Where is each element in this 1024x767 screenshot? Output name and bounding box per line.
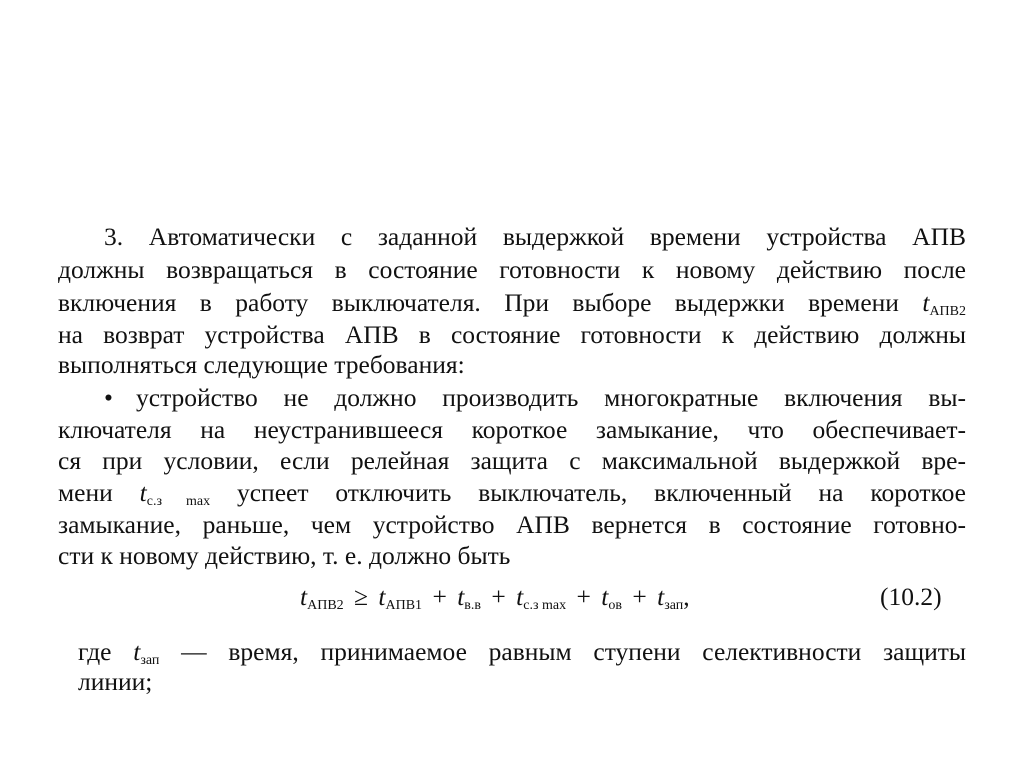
paragraph-line-1 [104,222,966,252]
bullet-line-4-text-a: мени [58,478,113,507]
where-line-1-text: — время, принимаемое равным ступени селективности защиты [181,637,967,666]
bullet-line-3-text: ся при условии, если релейная защита с максимальной выдержкой вре- [58,446,966,475]
bullet-icon: • [104,383,113,412]
plus-sign: + [432,582,447,611]
where-line-1 [78,637,966,667]
formula-comma: , [683,582,690,611]
formula-t-apv2: $t_{АПВ2}$ [300,582,344,613]
paragraph-line-5 [58,350,966,380]
bullet-line-6-text: сти к новому действию, т. е. должно быть [58,541,511,570]
bullet-line-5-text: замыкание, раньше, чем устройство АПВ вернется в состояние готовно- [58,510,966,539]
formula-t-sz-max: $t_{с.з max}$ [516,582,567,613]
bullet-line-3 [58,446,966,476]
where-prefix: где [78,637,112,666]
bullet-line-2 [58,415,966,445]
where-line-2 [78,667,152,697]
formula-t-vv: $t_{в.в}$ [457,582,482,613]
bullet-line-5 [58,510,966,540]
where-t-zap: $t_{зап}$ [133,637,160,668]
where-line-2-text: линии; [78,667,153,696]
symbol-t-apv2: $t_{АПВ2}$ [922,288,966,319]
equation-number: (10.2) [880,582,942,611]
paragraph-line-4 [58,320,966,350]
paragraph-line-4-text: на возврат устройства АПВ в состояние готовности к действию должны [58,320,966,349]
formula-10-2 [300,582,690,612]
symbol-t-sz-max: $t_{с.з max}$ [139,478,211,509]
formula-t-ov: $t_{ов}$ [601,582,622,613]
bullet-line-2-text: ключателя на неустранившееся короткое замыкание, что обеспечивает- [58,415,966,444]
paragraph-line-3-text: включения в работу выключателя. При выборе выдержки времени [58,288,899,317]
paragraph-line-1-text: 3. Автоматически с заданной выдержкой времени устройства АПВ [104,222,966,251]
formula-t-apv1: $t_{АПВ1}$ [378,582,423,613]
paragraph-line-3 [58,288,966,318]
geq-sign: ≥ [354,582,369,611]
formula-t-zap: $t_{зап}$ [657,582,684,613]
plus-sign: + [491,582,506,611]
plus-sign: + [632,582,647,611]
bullet-line-1 [104,383,966,413]
bullet-line-4 [58,478,966,508]
paragraph-line-5-text: выполняться следующие требования: [58,350,465,379]
plus-sign: + [576,582,591,611]
bullet-line-4-text-b: успеет отключить выключатель, включенный на короткое [236,478,966,507]
paragraph-line-2 [58,255,966,285]
bullet-line-6 [58,541,966,571]
paragraph-line-2-text: должны возвращаться в состояние готовности к новому действию после [58,255,966,284]
bullet-line-1-text: устройство не должно производить многократные включения вы- [136,383,966,412]
